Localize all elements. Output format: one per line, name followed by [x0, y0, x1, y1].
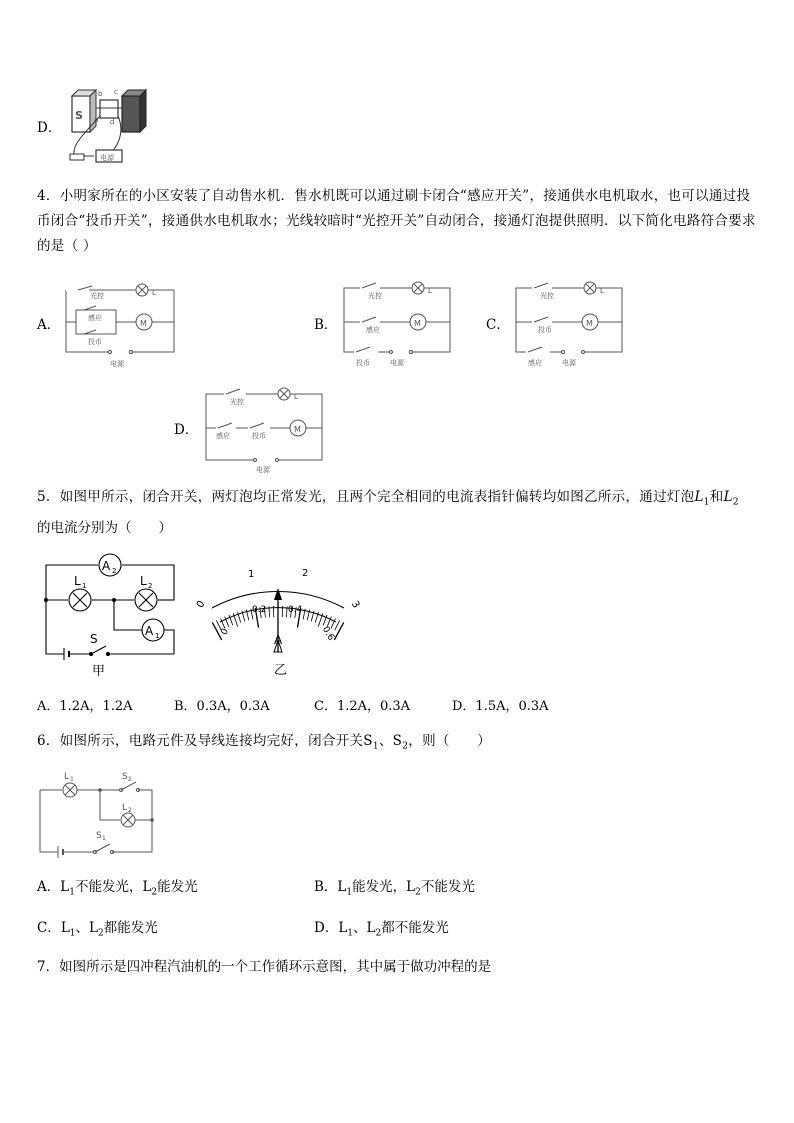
svg-text:M: M	[294, 425, 301, 434]
svg-text:3: 3	[348, 599, 362, 611]
svg-text:N: N	[125, 109, 135, 122]
svg-text:S: S	[122, 772, 128, 782]
svg-text:投币: 投币	[252, 432, 266, 440]
svg-text:电源: 电源	[390, 359, 404, 367]
svg-text:投币: 投币	[88, 338, 102, 346]
svg-text:M: M	[586, 319, 593, 328]
svg-text:0.4: 0.4	[288, 605, 303, 615]
svg-text:光控: 光控	[90, 292, 104, 300]
svg-text:2: 2	[128, 776, 132, 783]
q7-question-text: 7．如图所示是四冲程汽油机的一个工作循环示意图，其中属于做功冲程的是	[37, 959, 492, 975]
svg-text:电源: 电源	[562, 359, 576, 367]
q6-option-d: D．$L_1$、$L_2$都不能发光	[314, 920, 449, 939]
q4-question-text: 4．小明家所在的小区安装了自动售水机．售水机既可以通过刷卡闭合“感应开关”，接通供水电机取水，也可以通过投币闭合“投币开关”，接通供水电机取水；光线较暗时“光控开关”自动闭合，接通灯泡提供照明．以下简化电路符合要求的是（ ）	[37, 188, 756, 254]
svg-text:2: 2	[128, 807, 132, 814]
svg-text:0: 0	[219, 626, 231, 637]
svg-text:A: A	[102, 559, 111, 573]
svg-text:2: 2	[148, 582, 153, 590]
svg-text:2: 2	[302, 568, 309, 579]
svg-text:L: L	[122, 803, 128, 813]
svg-text:投币: 投币	[538, 326, 552, 334]
q5-option-a: A．1.2A，1.2A	[37, 699, 133, 714]
svg-text:c: c	[114, 88, 118, 96]
svg-text:光控: 光控	[368, 292, 382, 300]
q5-option-c: C．1.2A，0.3A	[314, 699, 411, 714]
q6-option-b: B．$L_1$能发光，$L_2$不能发光	[314, 879, 475, 898]
svg-text:S: S	[75, 109, 83, 122]
q6-option-a: A．$L_1$不能发光，$L_2$能发光	[37, 879, 198, 898]
svg-text:1: 1	[82, 582, 87, 590]
q3-option-d-figure	[64, 86, 148, 166]
svg-text:d: d	[110, 118, 115, 126]
svg-text:1: 1	[155, 632, 160, 640]
svg-text:光控: 光控	[230, 398, 244, 406]
q5-circuit-jia	[38, 550, 183, 680]
svg-text:L: L	[140, 574, 147, 588]
svg-text:L: L	[600, 287, 604, 295]
svg-text:乙: 乙	[274, 663, 288, 678]
svg-text:投币: 投币	[356, 359, 370, 367]
svg-text:M: M	[414, 319, 421, 328]
svg-text:1: 1	[248, 569, 255, 580]
svg-text:0: 0	[194, 598, 208, 610]
svg-text:电源: 电源	[100, 154, 114, 162]
q4-option-a-circuit	[64, 284, 179, 374]
q4-option-d-label: D．	[174, 422, 199, 438]
q6-option-c: C．$L_1$、$L_2$都能发光	[37, 920, 158, 939]
svg-text:S: S	[90, 632, 98, 646]
svg-text:1: 1	[102, 835, 106, 842]
svg-text:A: A	[145, 624, 154, 638]
q6-circuit	[36, 770, 160, 862]
svg-text:L: L	[294, 393, 298, 401]
q4-option-b-label: B．	[314, 317, 338, 333]
svg-text:电源: 电源	[110, 360, 124, 368]
q5-ammeter-dial	[190, 556, 370, 684]
q4-option-b-circuit	[340, 280, 455, 370]
q5-option-d: D．1.5A，0.3A	[452, 699, 549, 714]
svg-text:0.2: 0.2	[252, 605, 267, 615]
svg-text:S: S	[96, 831, 102, 841]
q4-option-c-circuit	[512, 280, 627, 370]
q3-option-d-label: D．	[37, 120, 62, 136]
q4-option-a-label: A．	[37, 317, 61, 333]
svg-text:感应: 感应	[366, 326, 380, 334]
svg-text:b: b	[98, 90, 103, 98]
svg-text:L: L	[152, 289, 156, 297]
svg-text:M: M	[140, 319, 147, 328]
svg-text:A: A	[274, 633, 283, 647]
svg-text:2: 2	[112, 567, 117, 575]
q5-question-line2: 的电流分别为（ ）	[37, 520, 172, 536]
svg-text:L: L	[64, 772, 70, 782]
svg-text:0.6: 0.6	[319, 625, 336, 643]
q5-option-b: B．0.3A，0.3A	[174, 699, 270, 714]
q4-option-c-label: C．	[486, 317, 510, 333]
q4-option-d-circuit	[202, 384, 327, 474]
svg-text:感应: 感应	[216, 432, 230, 440]
svg-text:甲: 甲	[92, 664, 106, 679]
svg-text:感应: 感应	[528, 359, 542, 367]
svg-text:1: 1	[70, 776, 74, 783]
svg-text:a: a	[94, 116, 99, 124]
svg-text:L: L	[74, 574, 81, 588]
svg-text:L: L	[428, 287, 432, 295]
q5-question-line1: 5．如图甲所示，闭合开关，两灯泡均正常发光，且两个完全相同的电流表指针偏转均如图乙所示，通过灯泡$L_1$和$L_2$	[37, 489, 739, 508]
svg-text:电源: 电源	[256, 466, 270, 474]
svg-text:感应: 感应	[88, 314, 102, 322]
q6-question-text: 6．如图所示，电路元件及导线连接均完好，闭合开关$S_1$、$S_2$，则（ ）	[37, 733, 492, 752]
svg-text:光控: 光控	[540, 292, 554, 300]
